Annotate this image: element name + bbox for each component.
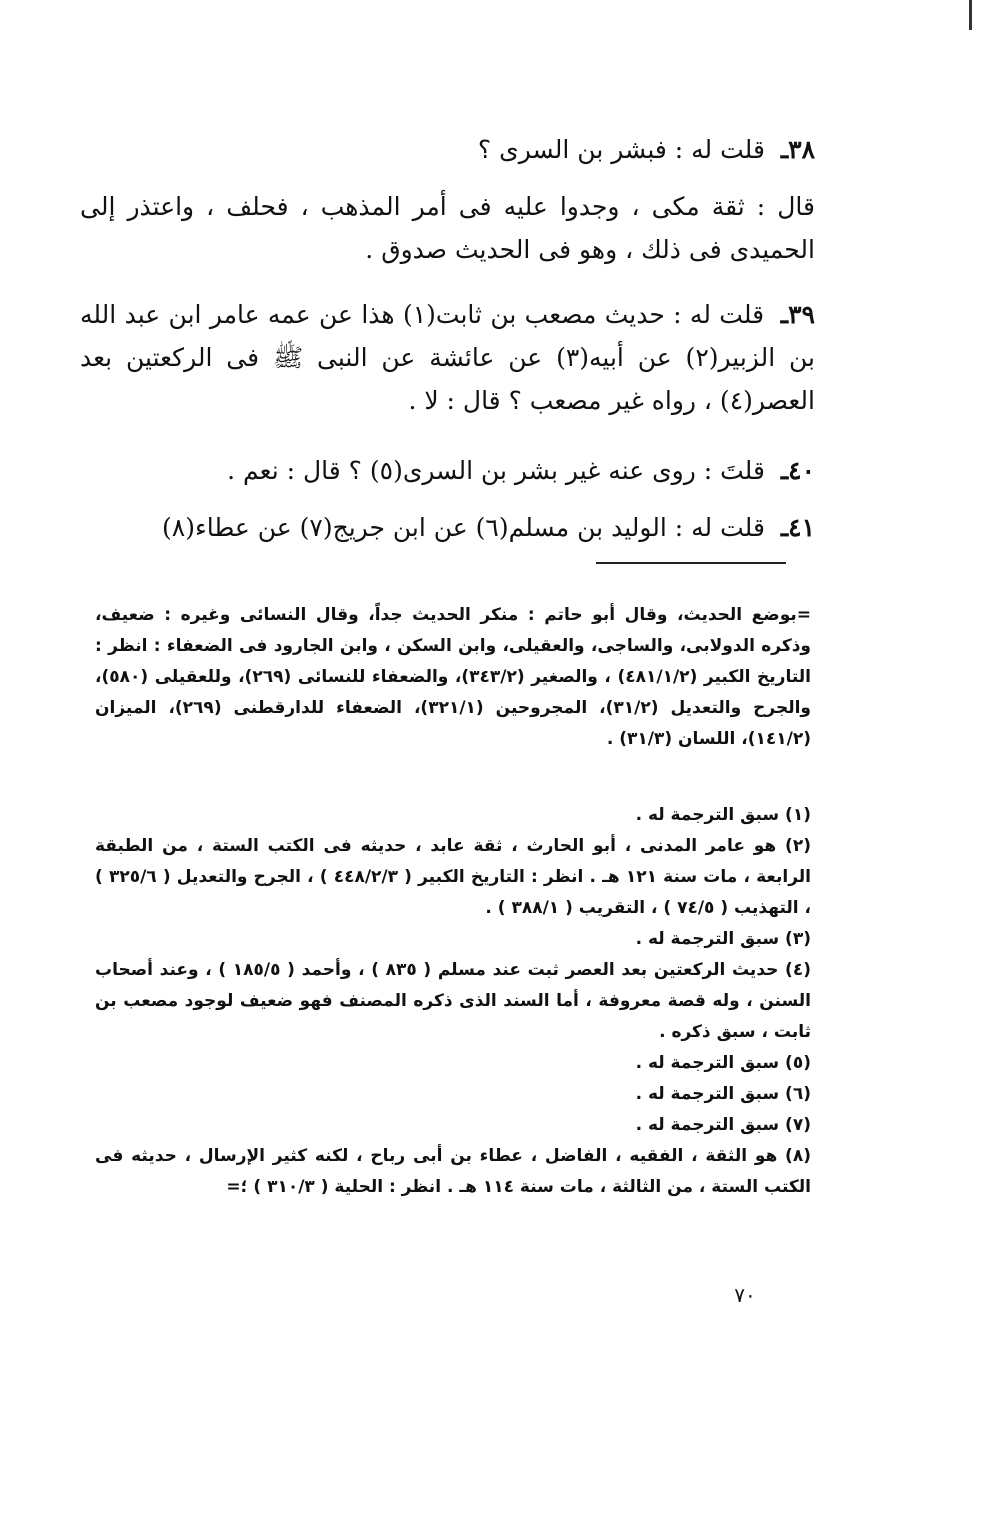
footnote-8: (٨) هو الثقة ، الفقيه ، الفاضل ، عطاء بن أبى رباح ، لكنه كثير الإرسال ، حديثه فى الكتب الستة ، من الثالثة ، مات سنة ١١٤ هـ . انظر : الحلية ( ٣١٠/٣ ) ؛= bbox=[95, 1146, 811, 1197]
entry-number: ٤١ـ bbox=[780, 513, 815, 542]
entry-number: ٣٩ـ bbox=[780, 300, 815, 329]
entry-40 bbox=[80, 449, 815, 492]
footnote-text: =بوضع الحديث، وقال أبو حاتم : منكر الحديث جداً، وقال النسائى وغيره : ضعيف، وذكره الدولابى، والساجى، والعقيلى، وابن السكن ، وابن الجارود فى الضعفاء : انظر : التاريخ الكبير (٤٨١/١/٢) ، والصغير (٣٤٣/٢)، والضعفاء للنسائى (٢٦٩)، وللعقيلى (٥٨٠)، والجرح والتعديل (٣١/٢)، المجروحين (٣٢١/١)، الضعفاء للدارقطنى (٢٦٩)، الميزان (١٤١/٢)، اللسان (٣١/٣) . bbox=[95, 605, 811, 749]
footnote-2: (٢) هو عامر المدنى ، أبو الحارث ، ثقة عابد ، حديثه فى الكتب الستة ، من الطبقة الرابعة ، مات سنة ١٢١ هـ . انظر : التاريخ الكبير ( ٤٤٨/٢/٣ ) ، الجرح والتعديل ( ٣٢٥/٦ ) ، التهذيب ( ٧٤/٥ ) ، التقريب ( ٣٨٨/١ ) . bbox=[95, 836, 811, 918]
entry-text: قال : ثقة مكى ، وجدوا عليه فى أمر المذهب ، فحلف ، واعتذر إلى الحميدى فى ذلك ، وهو فى الحديث صدوق . bbox=[80, 192, 815, 264]
entry-text: قلت له : الوليد بن مسلم(٦) عن ابن جريج(٧) عن عطاء(٨) bbox=[162, 513, 765, 542]
footnote-1: (١) سبق الترجمة له . bbox=[635, 805, 811, 825]
entry-38-question bbox=[80, 128, 815, 171]
entry-number: ٤٠ـ bbox=[780, 456, 815, 485]
entry-text: قلت له : حديث مصعب بن ثابت(١) هذا عن عمه عامر ابن عبد الله بن الزبير(٢) عن أبيه(٣) عن عائشة عن النبى ﷺ فى الركعتين بعد العصر(٤) ، رواه غير مصعب ؟ قال : لا . bbox=[80, 300, 816, 415]
page-number: ٧٠ bbox=[734, 1283, 756, 1307]
footnote-5: (٥) سبق الترجمة له . bbox=[635, 1053, 811, 1073]
footnotes-list bbox=[95, 800, 811, 1203]
footnote-separator-rule bbox=[596, 562, 786, 564]
footnote-7: (٧) سبق الترجمة له . bbox=[635, 1115, 811, 1135]
entry-41 bbox=[80, 506, 815, 549]
page-edge-mark bbox=[969, 0, 972, 30]
entry-text: قلت له : فبشر بن السرى ؟ bbox=[477, 135, 765, 164]
entry-39 bbox=[80, 293, 815, 422]
footnote-4: (٤) حديث الركعتين بعد العصر ثبت عند مسلم ( ٨٣٥ ) ، وأحمد ( ١٨٥/٥ ) ، وعند أصحاب السنن ، وله قصة معروفة ، أما السند الذى ذكره المصنف فهو ضعيف لوجود مصعب بن ثابت ، سبق ذكره . bbox=[95, 960, 811, 1042]
footnote-continuation bbox=[95, 600, 811, 755]
entry-38-answer bbox=[80, 185, 815, 271]
footnote-6: (٦) سبق الترجمة له . bbox=[635, 1084, 811, 1104]
entry-number: ٣٨ـ bbox=[780, 135, 815, 164]
footnote-3: (٣) سبق الترجمة له . bbox=[635, 929, 811, 949]
entry-text: قلتَ : روى عنه غير بشر بن السرى(٥) ؟ قال : نعم . bbox=[227, 456, 765, 485]
